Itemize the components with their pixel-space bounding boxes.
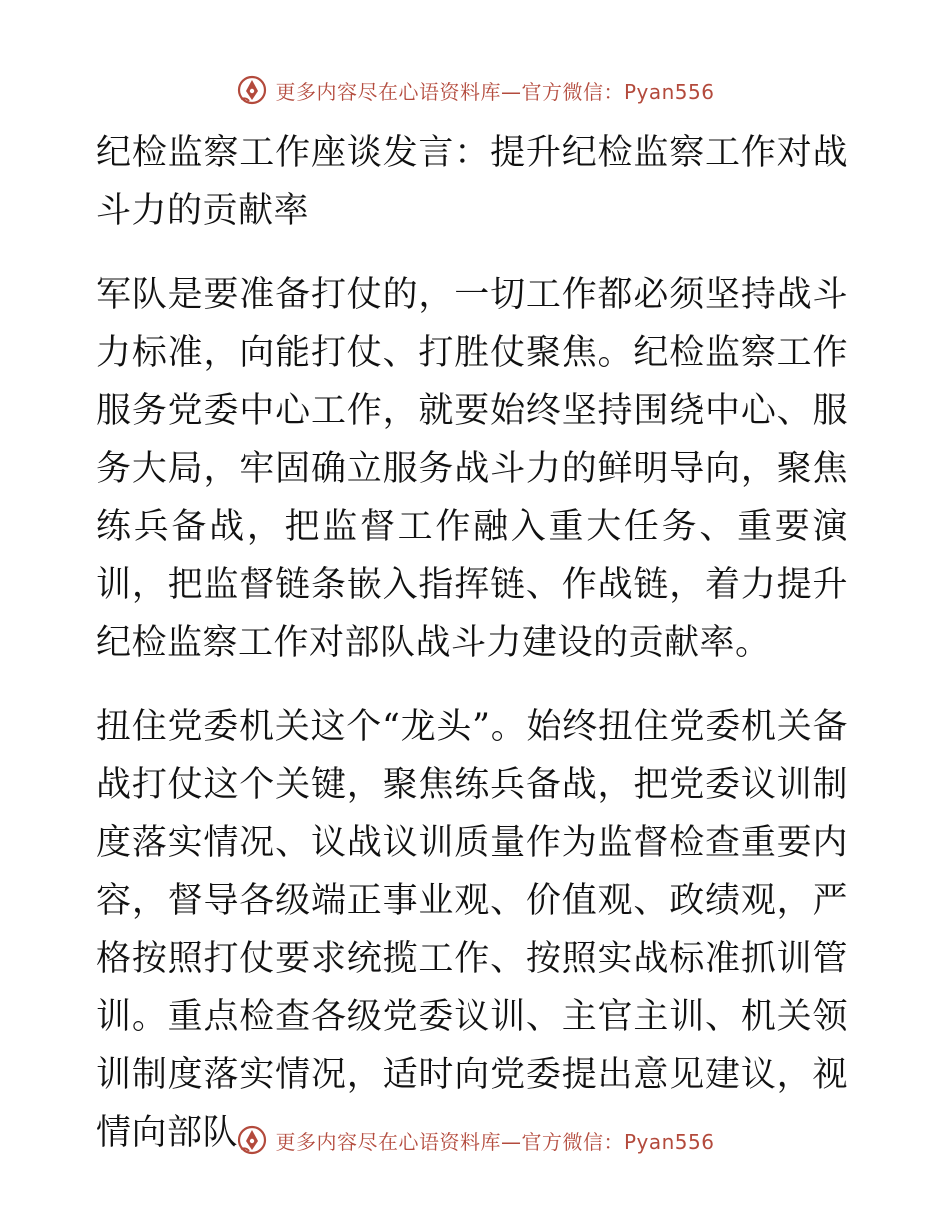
footer-watermark: [0, 1120, 950, 1160]
paragraph: 军队是要准备打仗的，一切工作都必须坚持战斗力标准，向能打仗、打胜仗聚焦。纪检监察工作服务党委中心工作，就要始终坚持围绕中心、服务大局，牢固确立服务战斗力的鲜明导向，聚焦练兵备战，把监督工作融入重大任务、重要演训，把监督链条嵌入指挥链、作战链，着力提升纪检监察工作对部队战斗力建设的贡献率。: [96, 275, 848, 663]
document-body: [96, 124, 848, 1188]
watermark-text: 更多内容尽在心语资料库—官方微信：Pyan556: [275, 1129, 715, 1154]
document-title: 纪检监察工作座谈发言：提升纪检监察工作对战斗力的贡献率: [96, 133, 848, 231]
pen-nib-logo-icon: [235, 73, 269, 107]
header-watermark: [0, 70, 950, 110]
paragraph: 扭住党委机关这个“龙头”。始终扭住党委机关备战打仗这个关键，聚焦练兵备战，把党委议训制度落实情况、议战议训质量作为监督检查重要内容，督导各级端正事业观、价值观、政绩观，严格按照打仗要求统揽工作、按照实战标准抓训管训。重点检查各级党委议训、主官主训、机关领训制度落实情况，适时向党委提出意见建议，视情向部队: [96, 707, 848, 1153]
watermark-text: 更多内容尽在心语资料库—官方微信：Pyan556: [275, 79, 715, 104]
pen-nib-logo-icon: [235, 1123, 269, 1157]
